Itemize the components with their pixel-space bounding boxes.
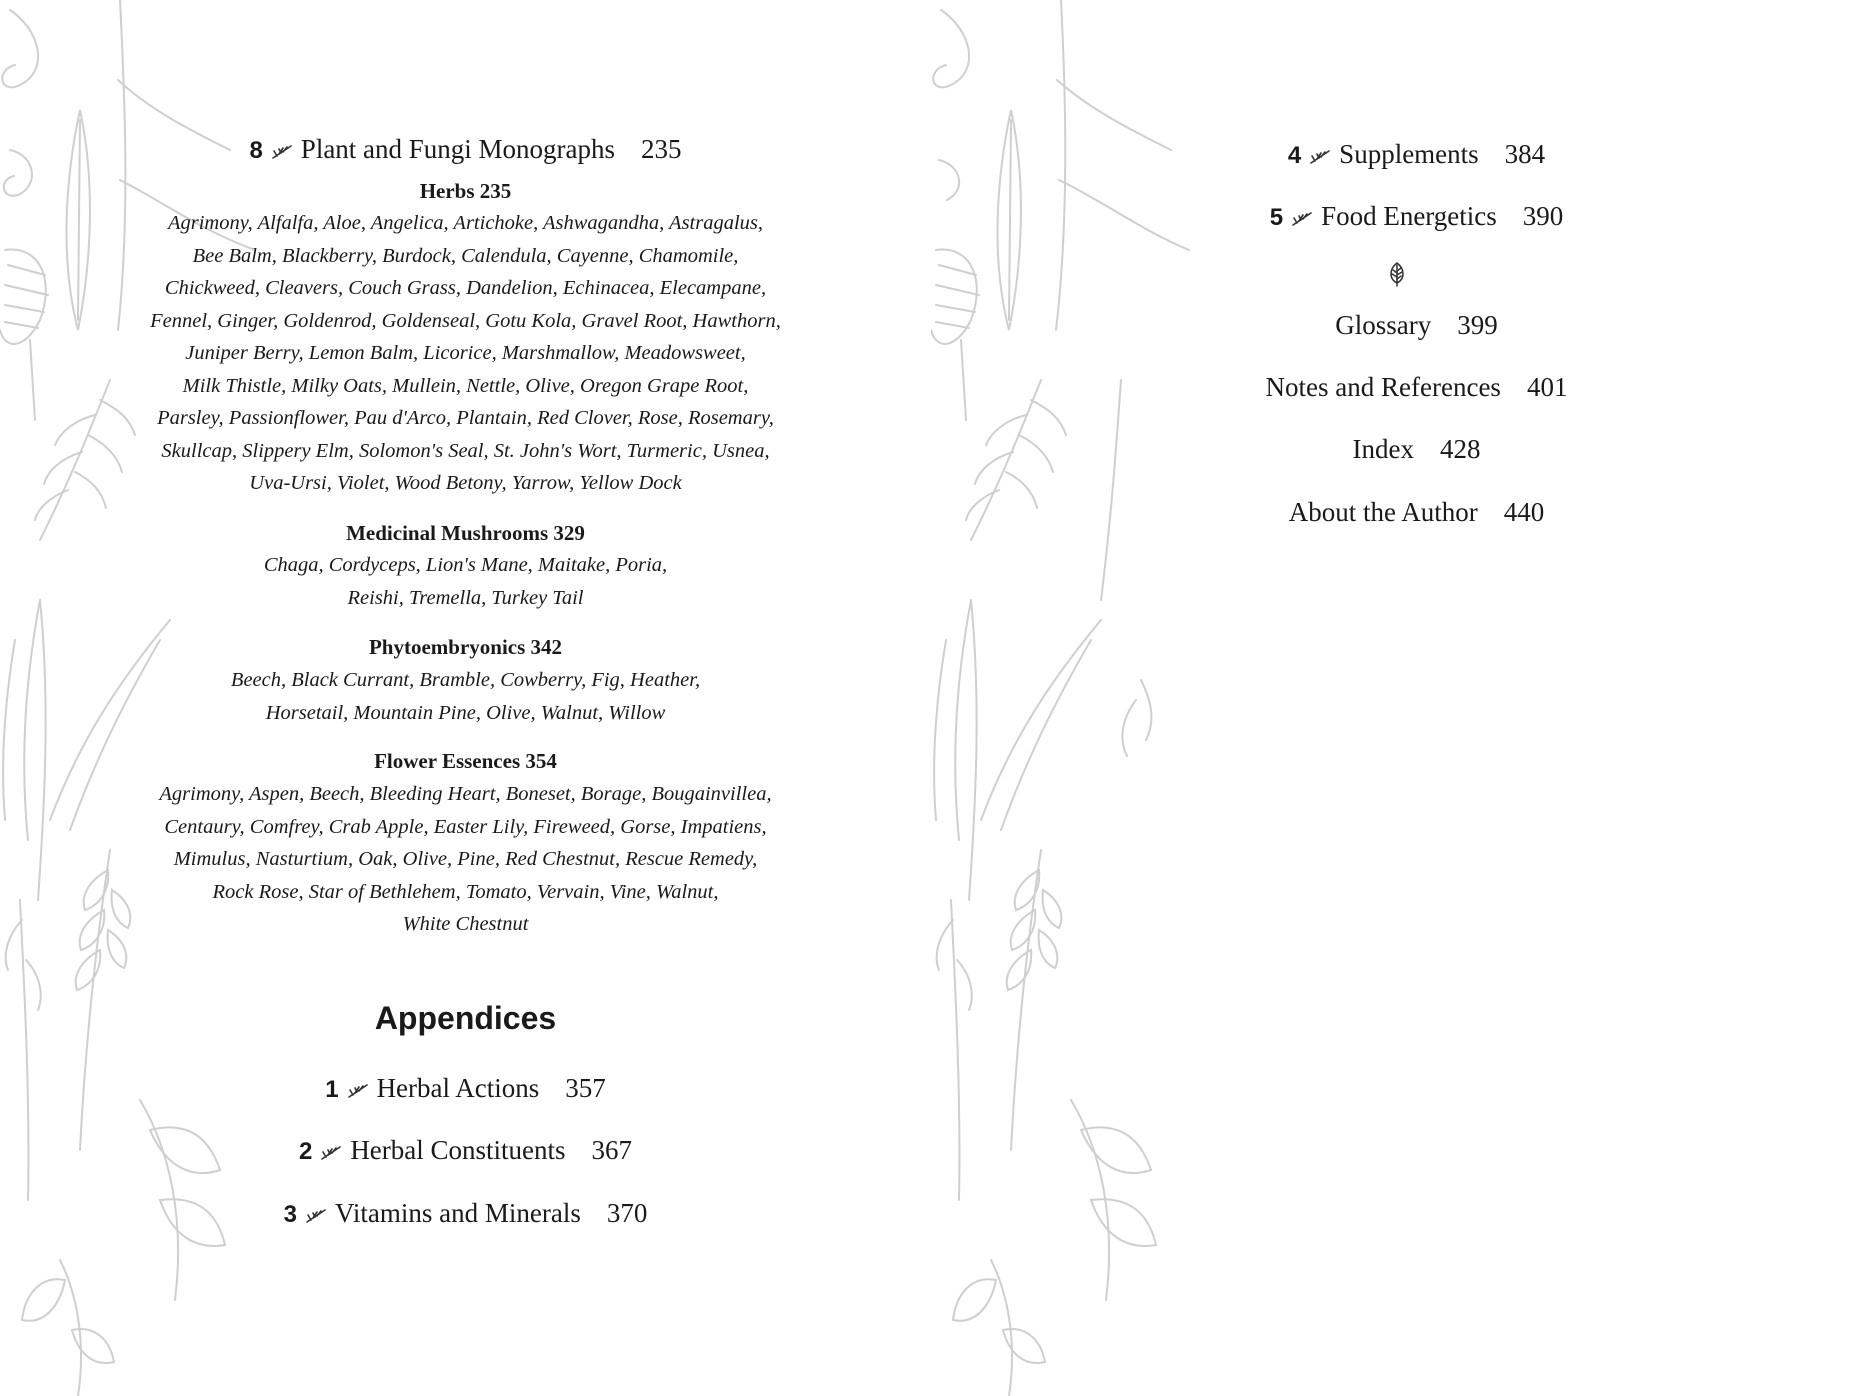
chapter-page-number: 235 xyxy=(641,134,682,164)
appendix-title: Vitamins and Minerals xyxy=(335,1198,581,1228)
appendix-number: 4 xyxy=(1287,142,1302,169)
list-line: Fennel, Ginger, Goldenrod, Goldenseal, Gotu Kola, Gravel Root, Hawthorn, xyxy=(150,309,781,332)
appendices-heading: Appendices xyxy=(374,1000,557,1036)
list-line: Chickweed, Cleavers, Couch Grass, Dandelion, Echinacea, Elecampane, xyxy=(164,277,767,299)
appendix-page-number: 390 xyxy=(1522,201,1564,231)
list-line: Chaga, Cordyceps, Lion's Mane, Maitake, Poria, xyxy=(263,554,668,576)
list-line: Skullcap, Slippery Elm, Solomon's Seal, St. John's Wort, Turmeric, Usnea, xyxy=(161,439,770,462)
list-line: Parsley, Passionflower, Pau d'Arco, Plantain, Red Clover, Rose, Rosemary, xyxy=(157,407,774,429)
appendix-number: 1 xyxy=(325,1076,339,1103)
appendix-page-number: 367 xyxy=(591,1135,633,1165)
leaf-sprig-icon xyxy=(271,144,293,160)
right-page xyxy=(931,0,1862,1396)
leaf-sprig-icon xyxy=(305,1208,327,1224)
entry-page-number: 401 xyxy=(1526,372,1568,402)
toc-entry-appendix-2[interactable] xyxy=(0,1133,931,1169)
chapter-number: 8 xyxy=(249,137,263,164)
entry-title: Glossary xyxy=(1335,310,1432,340)
section-heading-herbs[interactable]: Herbs 235 xyxy=(419,179,512,203)
toc-entry-appendix-3[interactable] xyxy=(0,1196,931,1232)
leaf-sprig-icon xyxy=(1309,149,1331,165)
toc-entry-about-the-author[interactable] xyxy=(971,495,1862,529)
appendix-number: 2 xyxy=(298,1138,313,1165)
list-line: Juniper Berry, Lemon Balm, Licorice, Marshmallow, Meadowsweet, xyxy=(185,342,746,364)
list-line: Agrimony, Alfalfa, Aloe, Angelica, Artichoke, Ashwagandha, Astragalus, xyxy=(167,212,764,234)
section-heading-mushrooms[interactable]: Medicinal Mushrooms 329 xyxy=(346,521,585,545)
section-list-mushrooms xyxy=(0,549,931,614)
appendix-title: Herbal Actions xyxy=(376,1073,540,1103)
chapter-title: Plant and Fungi Monographs xyxy=(300,134,616,164)
section-list-flower-essences xyxy=(0,778,931,941)
appendix-number: 3 xyxy=(283,1201,297,1228)
section-list-herbs xyxy=(0,207,931,500)
list-line: Uva-Ursi, Violet, Wood Betony, Yarrow, Yellow Dock xyxy=(249,472,682,494)
entry-page-number: 440 xyxy=(1503,497,1545,527)
list-line: Reishi, Tremella, Turkey Tail xyxy=(347,586,584,609)
appendix-title: Herbal Constituents xyxy=(350,1135,566,1165)
appendix-page-number: 370 xyxy=(606,1198,648,1228)
toc-entry-appendix-1[interactable] xyxy=(0,1071,931,1107)
list-line: Agrimony, Aspen, Beech, Bleeding Heart, Boneset, Borage, Bougainvillea, xyxy=(159,783,772,805)
toc-entry-index[interactable] xyxy=(971,432,1862,466)
leaf-sprig-icon xyxy=(1291,211,1313,227)
list-line: Beech, Black Currant, Bramble, Cowberry, Fig, Heather, xyxy=(230,669,701,691)
appendix-number: 5 xyxy=(1269,204,1284,231)
list-line: Bee Balm, Blackberry, Burdock, Calendula, Cayenne, Chamomile, xyxy=(192,244,739,267)
entry-page-number: 399 xyxy=(1457,310,1498,340)
list-line: Rock Rose, Star of Bethlehem, Tomato, Vervain, Vine, Walnut, xyxy=(212,880,719,903)
appendix-title: Supplements xyxy=(1339,139,1479,169)
list-line: Mimulus, Nasturtium, Oak, Olive, Pine, Red Chestnut, Rescue Remedy, xyxy=(173,848,758,870)
toc-entry-glossary[interactable] xyxy=(971,308,1862,342)
entry-title: Notes and References xyxy=(1265,372,1501,402)
section-heading-flower-essences[interactable]: Flower Essences 354 xyxy=(374,749,557,773)
list-line: Centaury, Comfrey, Crab Apple, Easter Lily, Fireweed, Gorse, Impatiens, xyxy=(164,815,767,838)
appendix-title: Food Energetics xyxy=(1321,201,1497,231)
leaf-sprig-icon xyxy=(347,1083,369,1099)
entry-title: Index xyxy=(1352,434,1414,464)
section-heading-phytoembryonics[interactable]: Phytoembryonics 342 xyxy=(368,635,563,659)
toc-entry-notes-and-references[interactable] xyxy=(971,370,1862,404)
appendix-page-number: 384 xyxy=(1504,139,1546,169)
entry-title: About the Author xyxy=(1288,497,1478,527)
entry-page-number: 428 xyxy=(1439,434,1481,464)
list-line: White Chestnut xyxy=(402,913,529,935)
list-line: Milk Thistle, Milky Oats, Mullein, Nettle, Olive, Oregon Grape Root, xyxy=(182,374,749,397)
section-list-phytoembryonics xyxy=(0,664,931,729)
list-line: Horsetail, Mountain Pine, Olive, Walnut, Willow xyxy=(265,701,666,724)
toc-entry-appendix-5[interactable] xyxy=(971,199,1862,235)
toc-entry-appendix-4[interactable] xyxy=(971,137,1862,173)
leaf-sprig-icon xyxy=(320,1145,342,1161)
appendix-page-number: 357 xyxy=(565,1073,606,1103)
toc-entry-chapter-8[interactable] xyxy=(0,132,931,168)
leaf-icon xyxy=(1387,261,1407,287)
